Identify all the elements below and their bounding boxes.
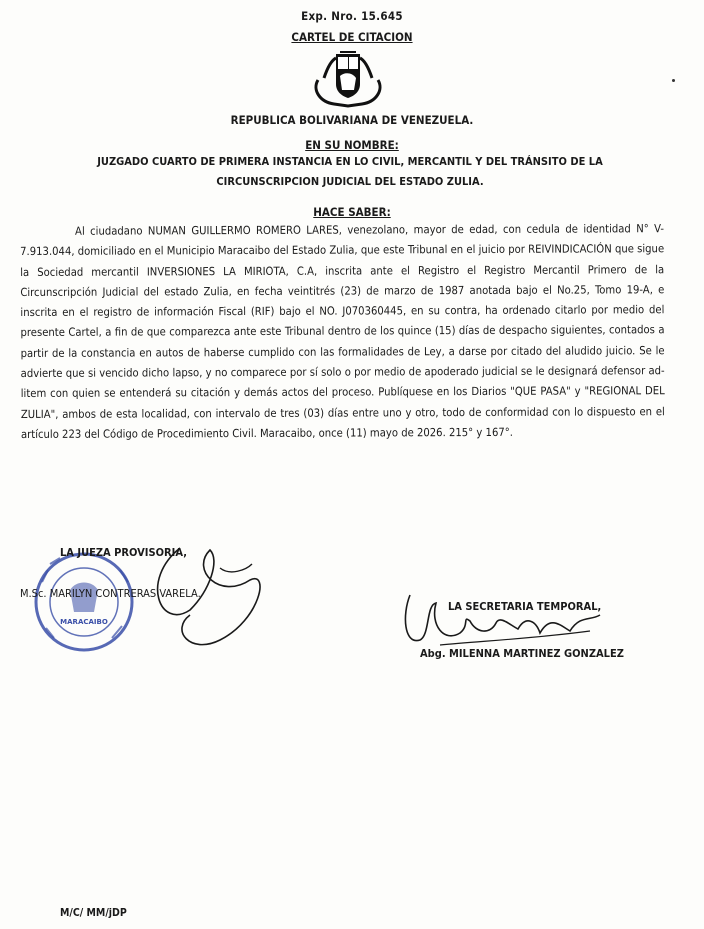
secretary-title: LA SECRETARIA TEMPORAL,	[448, 600, 602, 613]
hace-saber-heading: HACE SABER:	[313, 205, 391, 219]
judge-name: M.Sc. MARILYN CONTRERAS VARELA.	[20, 587, 201, 600]
judge-signature-block	[20, 540, 280, 680]
coat-of-arms-icon	[310, 50, 386, 108]
court-heading-line2: CIRCUNSCRIPCION JUDICIAL DEL ESTADO ZULIA.	[216, 175, 484, 188]
secretary-signature-block	[400, 585, 660, 675]
court-seal-icon	[20, 540, 280, 680]
citation-body: Al ciudadano NUMAN GUILLERMO ROMERO LARES, venezolano, mayor de edad, con cedula de identidad N° V-7.913.044, domiciliado en el Municipio Maracaibo del Estado Zulia, que este Tribunal en el juicio por REIVINDICACIÓN que sigue la Sociedad mercantil INVERSIONES LA MIRIOTA, C.A, inscrita ante el Registro el Registro Mercantil Primero de la Circunscripción Judicial del estado Zulia, en fecha veintitrés (23) de marzo de 1987 anotada bajo el No.25, Tomo 19-A, e inscrita en el registro de información Fiscal (RIF) bajo el NO. J070360445, en su contra, ha ordenado citarlo por medio del presente Cartel, a fin de que comparezca ante este Tribunal dentro de los quince (15) días de despacho siguientes, contados a partir de la constancia en autos de haberse cumplido con las formalidades de Ley, a darse por citado del aludido juicio. Se le advierte que si vencido dicho lapso, y no comparece por sí solo o por medio de apoderado judicial se le designará defensor ad-litem con quien se entenderá su citación y demás actos del proceso. Publíquese en los Diarios "QUE PASA" y "REGIONAL DEL ZULIA", ambos de esta localidad, con intervalo de tres (03) días entre uno y otro, todo de conformidad con lo dispuesto en el artículo 223 del Código de Procedimiento Civil. Maracaibo, once (11) mayo de 2026. 215° y 167°.	[20, 222, 665, 441]
en-su-nombre-heading: EN SU NOMBRE:	[305, 138, 399, 152]
republic-heading: REPUBLICA BOLIVARIANA DE VENEZUELA.	[230, 113, 474, 127]
judge-title: LA JUEZA PROVISORIA,	[60, 546, 187, 559]
secretary-name: Abg. MILENNA MARTINEZ GONZALEZ	[420, 647, 624, 660]
speck	[672, 79, 675, 82]
document-title: CARTEL DE CITACION	[291, 30, 413, 44]
seal-city-label: MARACAIBO	[60, 618, 108, 626]
secretary-signature-icon	[400, 585, 660, 675]
expediente-number: Exp. Nro. 15.645	[301, 9, 403, 23]
court-heading	[40, 152, 660, 192]
court-heading-line1: JUZGADO CUARTO DE PRIMERA INSTANCIA EN LO CIVIL, MERCANTIL Y DEL TRÁNSITO DE LA	[97, 155, 603, 168]
footer-initials: M/C/ MM/jDP	[60, 907, 127, 919]
